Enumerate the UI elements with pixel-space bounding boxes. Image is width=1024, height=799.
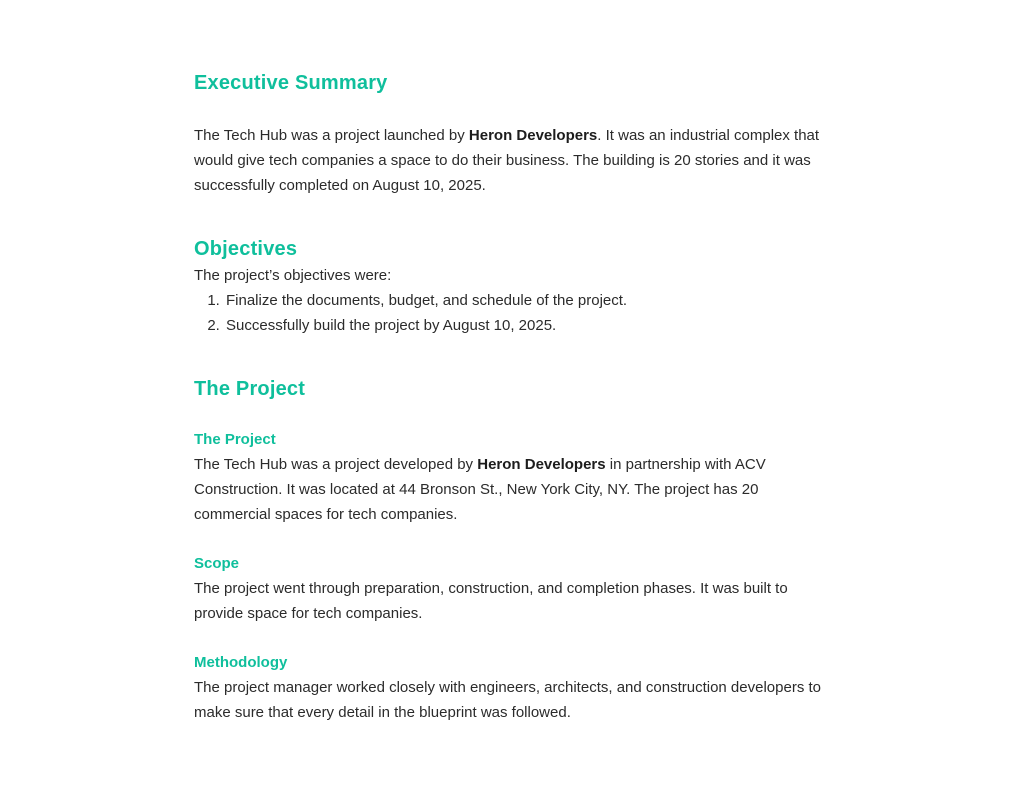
objective-item-2: 2. Successfully build the project by August 10, 2025. (224, 313, 830, 338)
the-project-paragraph (194, 452, 830, 527)
subheading-the-project: The Project (194, 431, 276, 448)
bold-text-run-heron-developers: Heron Developers (468, 127, 598, 144)
heading-executive-summary: Executive Summary (194, 72, 388, 94)
methodology-paragraph: The project manager worked closely with engineers, architects, and construction developers to make sure that every detail in the blueprint was followed. (194, 679, 821, 721)
heading-objectives: Objectives (194, 238, 298, 260)
objective-item-1: 1. Finalize the documents, budget, and schedule of the project. (224, 288, 830, 313)
section-executive-summary (194, 70, 830, 198)
section-the-project (194, 376, 830, 725)
heading-the-project: The Project (194, 378, 306, 400)
subheading-methodology: Methodology (194, 654, 288, 671)
scope-paragraph: The project went through preparation, construction, and completion phases. It was built to provide space for tech companies. (194, 580, 788, 622)
text-run: . It was an industrial complex that would give tech companies a space to do their business. The building is 20 stories and it was successfully completed on August 10, 2025. (194, 127, 820, 194)
executive-summary-paragraph (194, 123, 830, 198)
objectives-intro: The project’s objectives were: (194, 267, 392, 284)
bold-text-run-heron-developers: Heron Developers (477, 456, 606, 473)
text-run: in partnership with ACV Construction. It was located at 44 Bronson St., New York City, NY. The project has 20 commercial spaces for tech companies. (194, 456, 766, 523)
objectives-list (194, 288, 830, 338)
subheading-scope: Scope (194, 555, 240, 572)
section-objectives (194, 236, 830, 338)
text-run: The Tech Hub was a project developed by (194, 456, 478, 473)
text-run: The Tech Hub was a project launched by (194, 127, 469, 144)
